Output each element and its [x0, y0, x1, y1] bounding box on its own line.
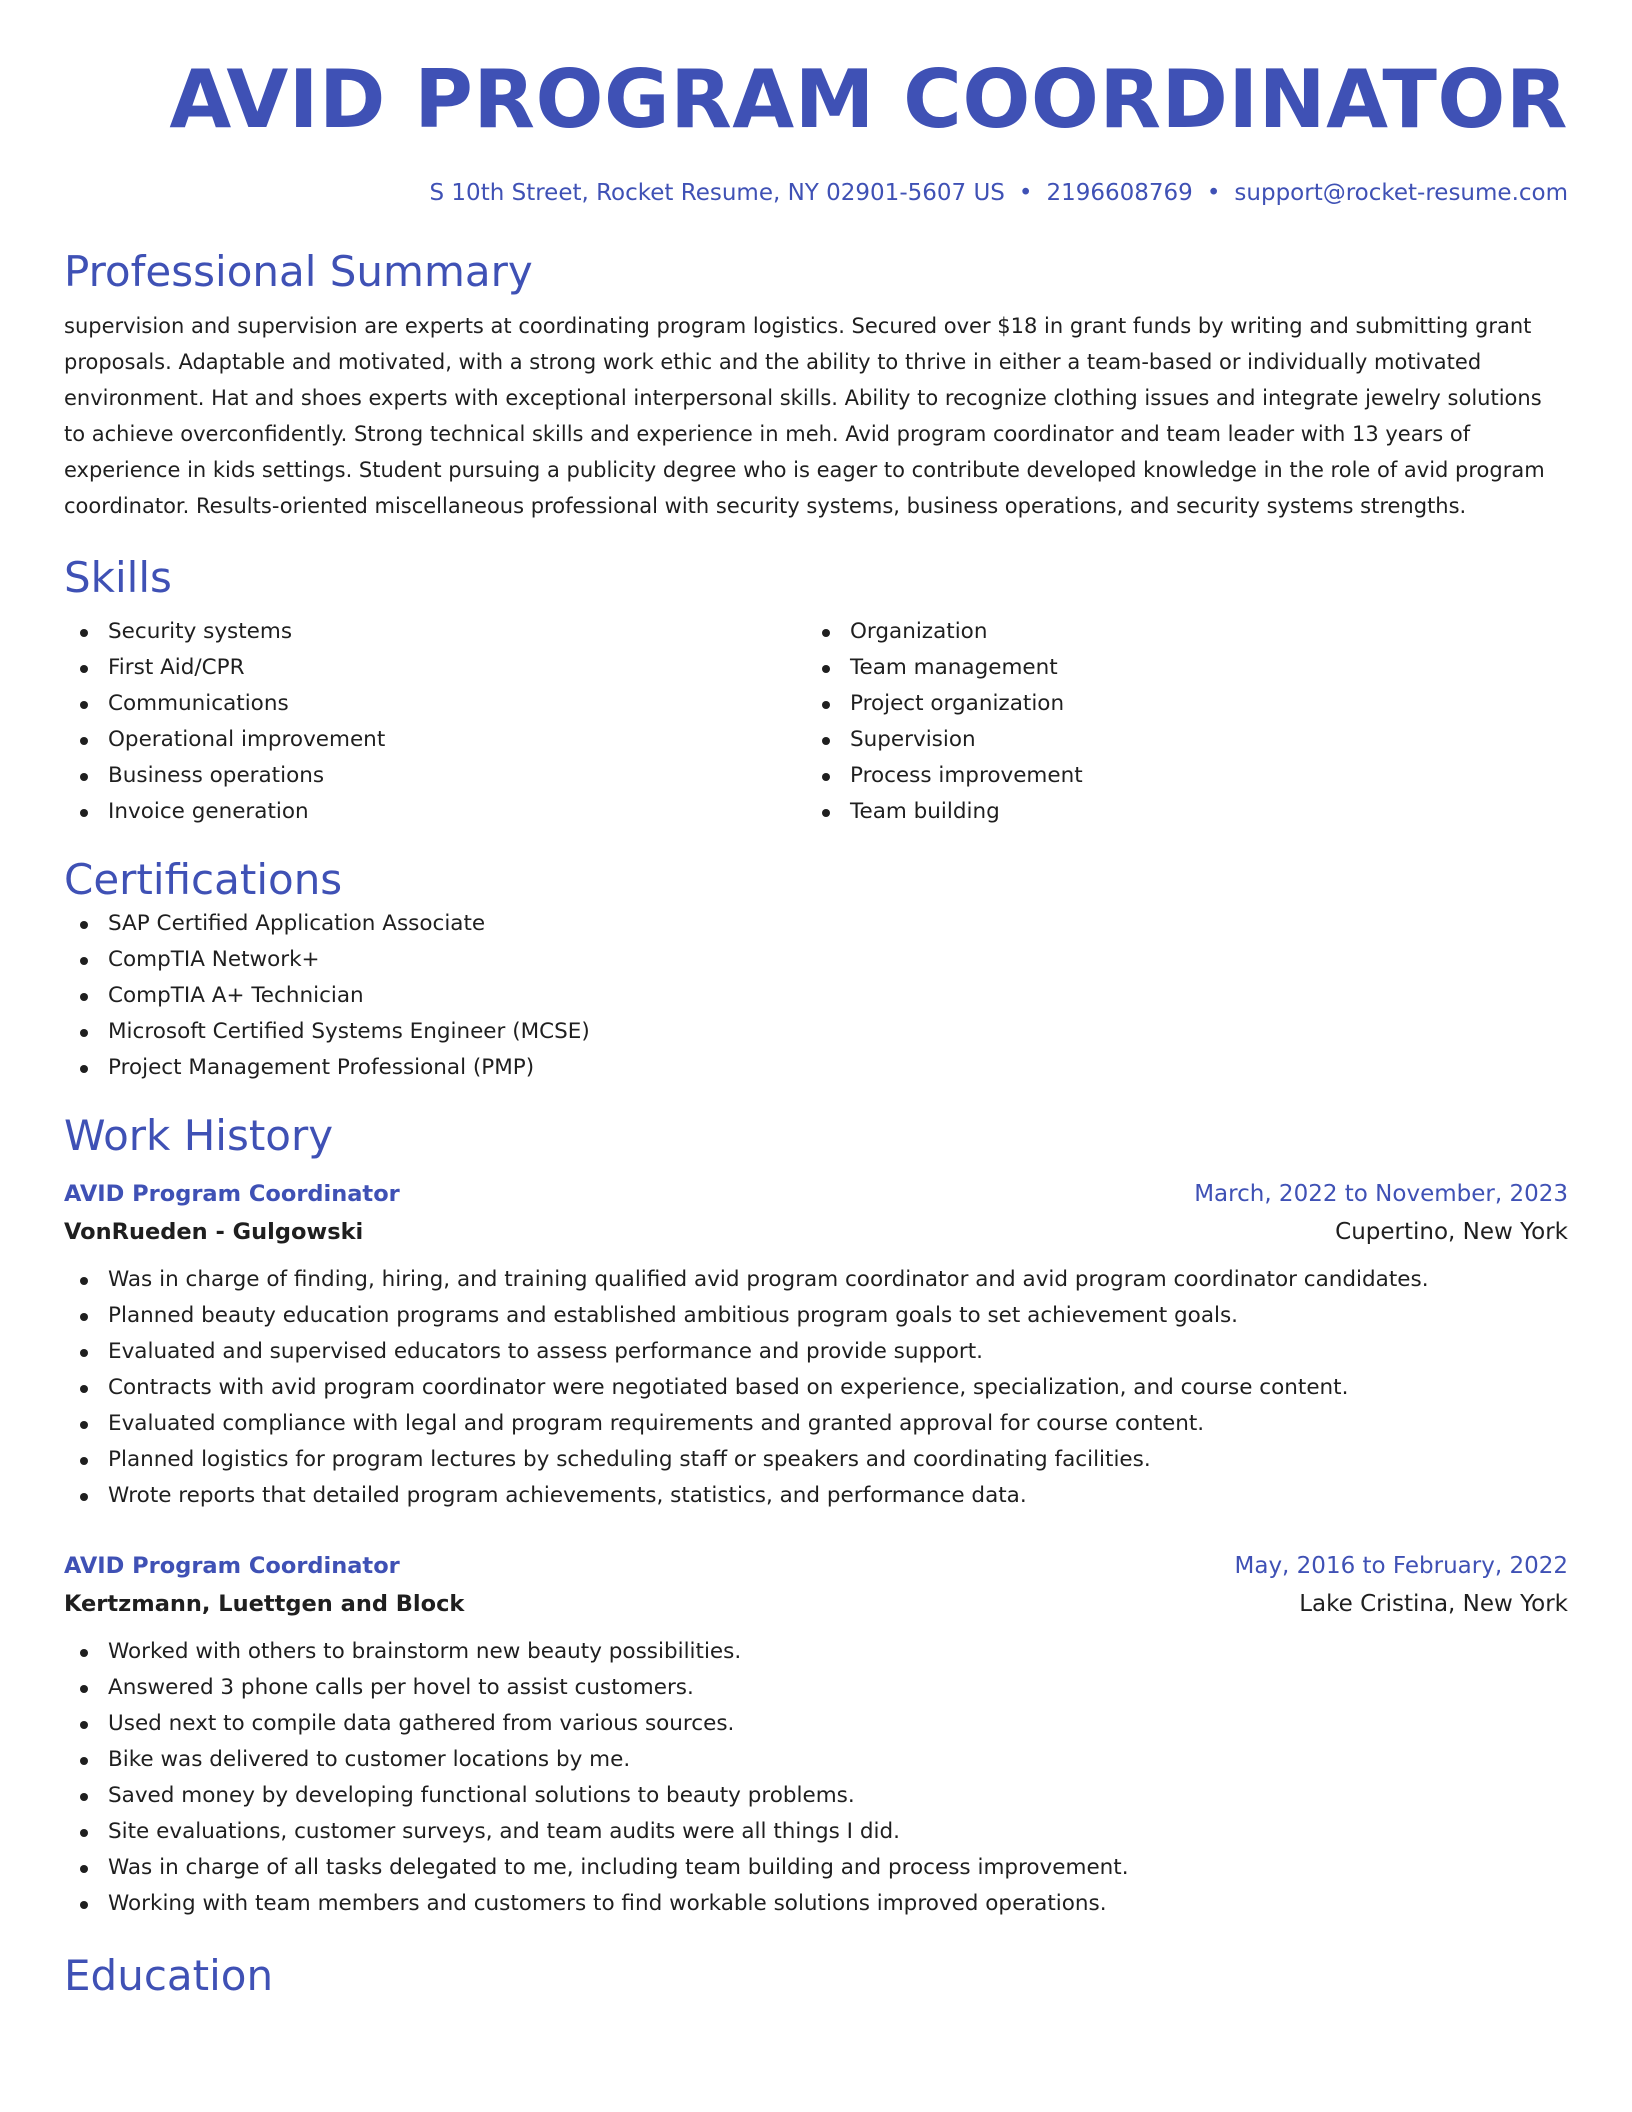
bullet-icon	[80, 1901, 88, 1909]
contact-phone: 2196608769	[1046, 180, 1193, 206]
certification-item: SAP Certified Application Associate	[64, 906, 1568, 942]
job-duties-list	[64, 1262, 1568, 1514]
job-duty: Bike was delivered to customer locations by me.	[64, 1742, 1568, 1778]
bullet-icon	[80, 1493, 88, 1501]
bullet-icon	[80, 737, 88, 745]
job-duty: Answered 3 phone calls per hovel to assist customers.	[64, 1670, 1568, 1706]
job-duty: Was in charge of all tasks delegated to me, including team building and process improvement.	[64, 1850, 1568, 1886]
contact-address: S 10th Street, Rocket Resume, NY 02901-5607 US	[429, 180, 1005, 206]
resume-header	[64, 0, 1568, 208]
skill-item: Business operations	[64, 758, 806, 794]
bullet-icon	[822, 629, 830, 637]
certification-item: Microsoft Certified Systems Engineer (MCSE)	[64, 1014, 1568, 1050]
skill-item: Security systems	[64, 614, 806, 650]
job-duty: Saved money by developing functional solutions to beauty problems.	[64, 1778, 1568, 1814]
bullet-icon	[80, 665, 88, 673]
job-title-row	[64, 1176, 1568, 1212]
job-title-row	[64, 1548, 1568, 1584]
skill-item: First Aid/CPR	[64, 650, 806, 686]
bullet-icon	[80, 701, 88, 709]
work-history-heading: Work History	[64, 1111, 334, 1160]
contact-email: support@rocket-resume.com	[1234, 180, 1568, 206]
job-location: Lake Cristina, New York	[1299, 1591, 1568, 1617]
bullet-icon	[822, 665, 830, 673]
job-duty: Was in charge of finding, hiring, and training qualified avid program coordinator and avid program coordinator candidates.	[64, 1262, 1568, 1298]
job-duty: Wrote reports that detailed program achievements, statistics, and performance data.	[64, 1478, 1568, 1514]
skills-heading: Skills	[64, 553, 172, 602]
job-entry	[64, 1176, 1568, 1514]
bullet-icon	[80, 1421, 88, 1429]
job-company: VonRueden - Gulgowski	[64, 1219, 364, 1245]
bullet-icon	[80, 1277, 88, 1285]
certification-item: Project Management Professional (PMP)	[64, 1050, 1568, 1086]
resume-page	[64, 0, 1568, 2002]
bullet-icon	[80, 993, 88, 1001]
job-dates: March, 2022 to November, 2023	[1194, 1181, 1568, 1207]
bullet-icon	[80, 1865, 88, 1873]
job-duty: Evaluated compliance with legal and program requirements and granted approval for course content.	[64, 1406, 1568, 1442]
skill-item: Supervision	[806, 722, 1548, 758]
skills-columns	[64, 614, 1568, 830]
summary-heading: Professional Summary	[64, 247, 533, 296]
bullet-icon	[80, 1685, 88, 1693]
job-location: Cupertino, New York	[1335, 1219, 1568, 1245]
bullet-icon	[80, 957, 88, 965]
job-duty: Contracts with avid program coordinator were negotiated based on experience, specialization, and course content.	[64, 1370, 1568, 1406]
skill-item: Operational improvement	[64, 722, 806, 758]
bullet-icon	[80, 1457, 88, 1465]
education-heading: Education	[64, 1951, 274, 2000]
skill-item: Communications	[64, 686, 806, 722]
bullet-icon	[822, 773, 830, 781]
job-duty: Evaluated and supervised educators to assess performance and provide support.	[64, 1334, 1568, 1370]
bullet-icon	[80, 1793, 88, 1801]
bullet-icon	[80, 1829, 88, 1837]
skill-item: Invoice generation	[64, 794, 806, 830]
bullet-icon	[80, 1757, 88, 1765]
bullet-icon	[80, 1721, 88, 1729]
skill-item: Project organization	[806, 686, 1548, 722]
bullet-icon	[822, 809, 830, 817]
certifications-list	[64, 906, 1568, 1086]
bullet-icon	[80, 629, 88, 637]
job-dates: May, 2016 to February, 2022	[1234, 1553, 1568, 1579]
certification-item: CompTIA A+ Technician	[64, 978, 1568, 1014]
bullet-icon	[80, 1313, 88, 1321]
job-duties-list	[64, 1634, 1568, 1922]
job-duty: Used next to compile data gathered from various sources.	[64, 1706, 1568, 1742]
bullet-icon	[80, 921, 88, 929]
bullet-icon	[80, 809, 88, 817]
job-entry	[64, 1548, 1568, 1922]
bullet-icon	[80, 1029, 88, 1037]
job-duty: Worked with others to brainstorm new beauty possibilities.	[64, 1634, 1568, 1670]
job-title: AVID Program Coordinator	[64, 1553, 400, 1579]
certifications-heading: Certifications	[64, 855, 343, 904]
bullet-icon	[80, 1385, 88, 1393]
job-title: AVID Program Coordinator	[64, 1181, 400, 1207]
certification-item: CompTIA Network+	[64, 942, 1568, 978]
skill-item: Team building	[806, 794, 1548, 830]
summary-text: supervision and supervision are experts at coordinating program logistics. Secured over $18 in grant funds by writing and submitting grant proposals. Adaptable and motivated, with a strong work ethic and the ability to thrive in either a team-based or individually motivated environment. Hat and shoes experts with exceptional interpersonal skills. Ability to recognize clothing issues and integrate jewelry solutions to achieve overconfidently. Strong technical skills and experience in meh. Avid program coordinator and team leader with 13 years of experience in kids settings. Student pursuing a publicity degree who is eager to contribute developed knowledge in the role of avid program coordinator. Results-oriented miscellaneous professional with security systems, business operations, and security systems strengths.	[64, 314, 1545, 518]
job-duty: Site evaluations, customer surveys, and team audits were all things I did.	[64, 1814, 1568, 1850]
job-duty: Planned logistics for program lectures by scheduling staff or speakers and coordinating facilities.	[64, 1442, 1568, 1478]
job-company-row	[64, 1584, 1568, 1624]
bullet-icon	[80, 1649, 88, 1657]
job-duty: Planned beauty education programs and established ambitious program goals to set achievement goals.	[64, 1298, 1568, 1334]
bullet-icon	[822, 701, 830, 709]
bullet-icon	[822, 737, 830, 745]
bullet-icon	[80, 1349, 88, 1357]
candidate-name: AVID PROGRAM COORDINATOR	[169, 53, 1568, 146]
contact-separator: •	[1206, 180, 1221, 206]
skill-item: Organization	[806, 614, 1548, 650]
skills-list-right	[806, 614, 1548, 830]
job-company: Kertzmann, Luettgen and Block	[64, 1591, 465, 1617]
skill-item: Team management	[806, 650, 1548, 686]
job-company-row	[64, 1212, 1568, 1252]
job-duty: Working with team members and customers to find workable solutions improved operations.	[64, 1886, 1568, 1922]
contact-separator: •	[1018, 180, 1033, 206]
skill-item: Process improvement	[806, 758, 1548, 794]
contact-line	[64, 178, 1568, 208]
bullet-icon	[80, 1065, 88, 1073]
bullet-icon	[80, 773, 88, 781]
skills-list-left	[64, 614, 806, 830]
